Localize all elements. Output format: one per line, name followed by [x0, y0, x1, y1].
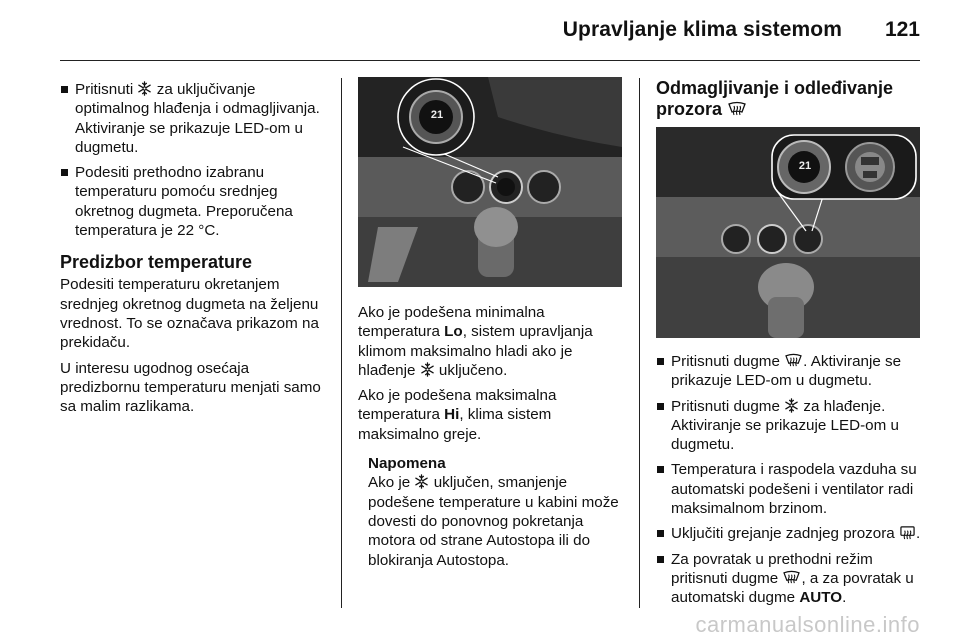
note-text: Ako je uključen, smanjenje podešene temperature u kabini može dovesti do ponovnog pokretanja motora od strane Autostopa ili do blokiranja Autostopa.: [368, 474, 619, 569]
watermark: carmanualsonline.info: [695, 612, 920, 637]
right-bullet-list: [656, 352, 924, 608]
page-number: 121: [884, 18, 920, 41]
paragraph: Ako je podešena maksimalna temperatura Hi, klima sistem maksimalno greje.: [358, 387, 557, 443]
header-divider: [60, 60, 920, 61]
windshield-defrost-icon: [727, 101, 747, 117]
figure-display-value: 21: [430, 109, 444, 121]
section-heading-defrost: Odmagljivanje i odleđivanje prozora: [656, 78, 894, 119]
right-column: [656, 352, 924, 614]
note-title: Napomena: [368, 455, 446, 473]
defrost-controls-figure: [656, 127, 920, 338]
section-heading-temperature: Predizbor temperature: [60, 252, 253, 273]
list-item: Temperatura i raspodela vazduha su automatski podešeni i ventilator radi maksimalnom brzinom.: [656, 460, 924, 518]
paragraph: U interesu ugodnog osećaja predizbornu temperaturu menjati samo sa malim razlikama.: [60, 359, 321, 416]
paragraph: Ako je podešena minimalna temperatura Lo, sistem upravljanja klimom maksimalno hladi ako je hlađenje uključeno.: [358, 304, 593, 379]
column-divider-1: [341, 78, 342, 608]
list-item: Pritisnuti za uključivanje optimalnog hlađenja i odmagljivanja. Aktiviranje se prikazuje LED-om u dugmetu.: [60, 80, 330, 157]
rear-window-heat-icon: [899, 525, 916, 540]
list-item: Za povratak u prethodni režim pritisnuti dugme , a za povratak u automatski dugme AUTO.: [656, 550, 924, 608]
snowflake-icon: [784, 398, 799, 413]
left-column: [60, 80, 330, 422]
snowflake-icon: [137, 81, 152, 96]
windshield-defrost-icon: [784, 353, 803, 368]
page-header-title: Upravljanje klima sistemom: [562, 18, 842, 41]
list-item: Podesiti prethodno izabranu temperaturu pomoću srednjeg okretnog dugmeta. Preporučena temperatura je 22 °C.: [60, 163, 330, 240]
snowflake-icon: [420, 362, 435, 377]
column-divider-2: [639, 78, 640, 608]
middle-column: [358, 303, 630, 570]
note-box: [358, 454, 630, 570]
figure-display-value: 21: [798, 160, 812, 172]
right-column-heading: [656, 78, 920, 122]
windshield-defrost-icon: [782, 570, 801, 585]
paragraph: Podesiti temperaturu okretanjem srednjeg okretnog dugmeta na željenu vrednost. To se označava prikazom na prekidaču.: [60, 276, 319, 352]
list-item: Pritisnuti dugme za hlađenje. Aktiviranje se prikazuje LED-om u dugmetu.: [656, 397, 924, 455]
climate-control-figure: [358, 77, 622, 287]
list-item: Pritisnuti dugme . Aktiviranje se prikazuje LED-om u dugmetu.: [656, 352, 924, 391]
list-item: Uključiti grejanje zadnjeg prozora .: [656, 524, 924, 543]
left-bullet-list: [60, 80, 330, 240]
snowflake-icon: [414, 474, 429, 489]
